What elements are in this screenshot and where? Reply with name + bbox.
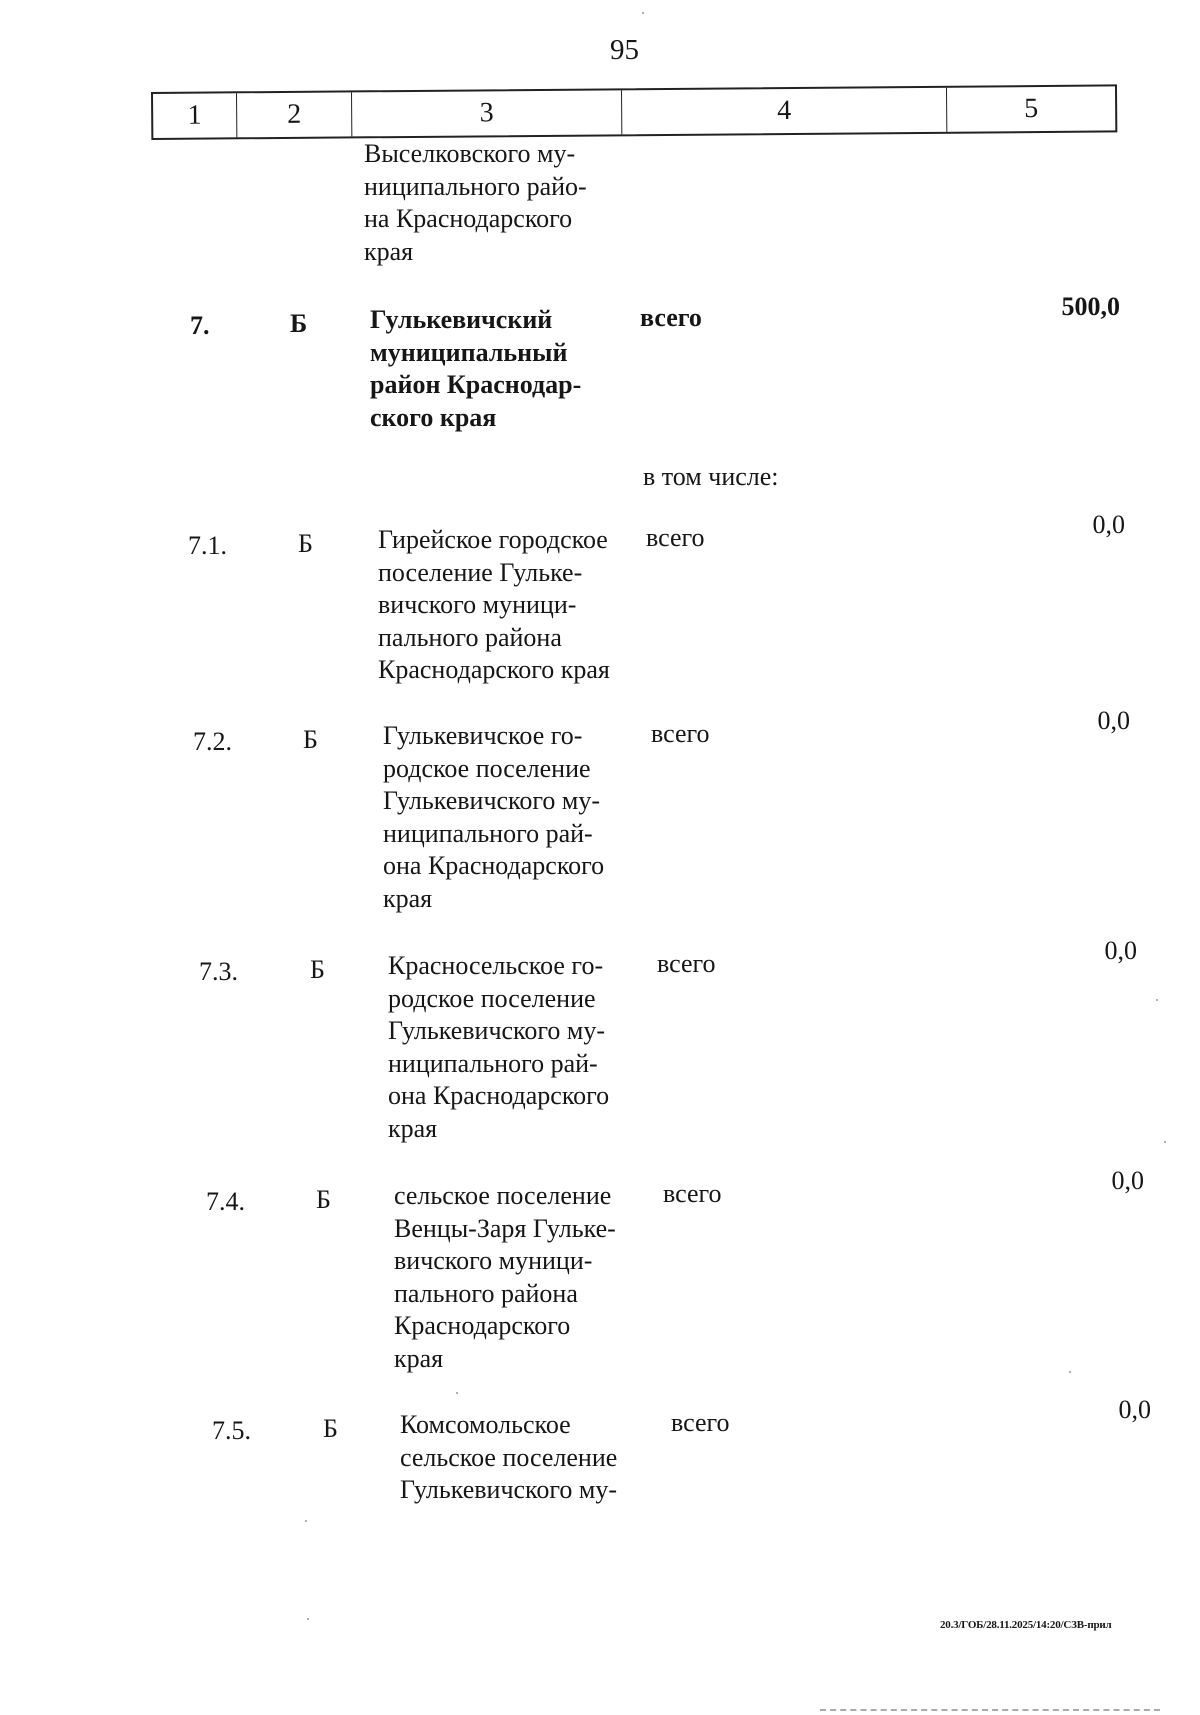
text-line: Гирейское городское [378,525,608,554]
intro-text [364,138,616,268]
row-name [400,1409,652,1507]
row-name [383,720,635,915]
scan-edge-line [820,1709,1160,1711]
text-line: Гулькевичского му- [388,1016,606,1045]
text-line: родское поселение [383,753,591,783]
page-number: 95 [610,34,639,66]
row-group: Б [290,309,308,338]
text-line: Краснодарского края [378,655,610,684]
text-line: сельское поселение [400,1442,618,1472]
including-label: в том числе: [643,462,779,491]
text-line: пального района [378,622,562,652]
row-number: 7.4. [206,1187,245,1216]
row-name [370,304,622,434]
row-number: 7. [190,311,210,340]
row-group: Б [303,725,318,754]
text-line: пального района [394,1278,578,1308]
scan-speck [642,12,644,14]
text-line: Гулькевичского му- [400,1475,618,1504]
document-code: 20.3/ГОБ/28.11.2025/14:20/СЗВ-прил [940,1619,1112,1631]
column-header-4: 4 [622,88,947,135]
row-group: Б [316,1185,331,1214]
scan-speck [1069,1371,1071,1373]
text-line: Гулькевичского му- [383,786,601,815]
text-line: муниципальный [370,337,568,367]
row-value: 0,0 [1111,1166,1144,1195]
row-value: 0,0 [1092,510,1125,539]
text-line: Гулькевичский [370,305,553,334]
row-type: всего [640,303,702,332]
row-value: 0,0 [1104,936,1137,965]
text-line: Выселковского му- [364,139,576,168]
text-line: Комсомольское [400,1410,571,1439]
scan-speck [456,1392,458,1394]
column-header-5: 5 [1024,93,1039,125]
text-line: сельское поселение [394,1181,612,1210]
text-line: Венцы-Заря Гульке- [394,1213,616,1243]
text-line: края [388,1113,438,1143]
row-group: Б [310,955,325,984]
text-line: она Краснодарского [388,1081,610,1110]
text-line: Краснодарского [394,1311,571,1340]
row-type: всего [657,949,716,978]
row-group: Б [298,529,313,558]
text-line: район Краснодар- [370,370,582,399]
column-header-3: 3 [352,90,622,136]
scan-speck [305,1520,307,1522]
text-line: на Краснодарского [364,204,573,233]
row-name [388,950,640,1145]
text-line: ниципального райо- [364,171,587,201]
row-value: 0,0 [1118,1395,1151,1424]
row-number: 7.5. [212,1416,251,1445]
column-header-1: 1 [153,93,237,138]
text-line: края [364,236,414,266]
text-line: родское поселение [388,983,596,1013]
text-line: ниципального рай- [388,1048,598,1078]
row-name [394,1180,646,1375]
text-line: она Краснодарского [383,851,605,880]
text-line: края [383,883,433,913]
text-line: края [394,1343,444,1373]
row-number: 7.3. [199,957,238,986]
row-type: всего [663,1179,722,1208]
text-line: вичского муници- [394,1246,593,1275]
column-header-table [151,84,1117,140]
column-header-2: 2 [237,92,352,137]
text-line: Красносельское го- [388,951,604,980]
row-value: 0,0 [1097,706,1130,735]
row-name [378,524,630,687]
row-type: всего [646,523,705,552]
text-line: ского края [370,402,497,432]
scan-speck [307,1618,309,1620]
row-number: 7.2. [193,727,232,756]
scan-speck [1164,1141,1166,1143]
text-line: Гулькевичское го- [383,721,583,750]
row-type: всего [671,1408,730,1437]
row-value: 500,0 [1061,292,1120,321]
row-type: всего [651,719,710,748]
text-line: ниципального рай- [383,818,593,848]
scan-speck [1156,999,1158,1001]
text-line: поселение Гульке- [378,557,583,587]
row-group: Б [323,1414,338,1443]
row-number: 7.1. [188,531,227,560]
text-line: вичского муници- [378,590,577,619]
